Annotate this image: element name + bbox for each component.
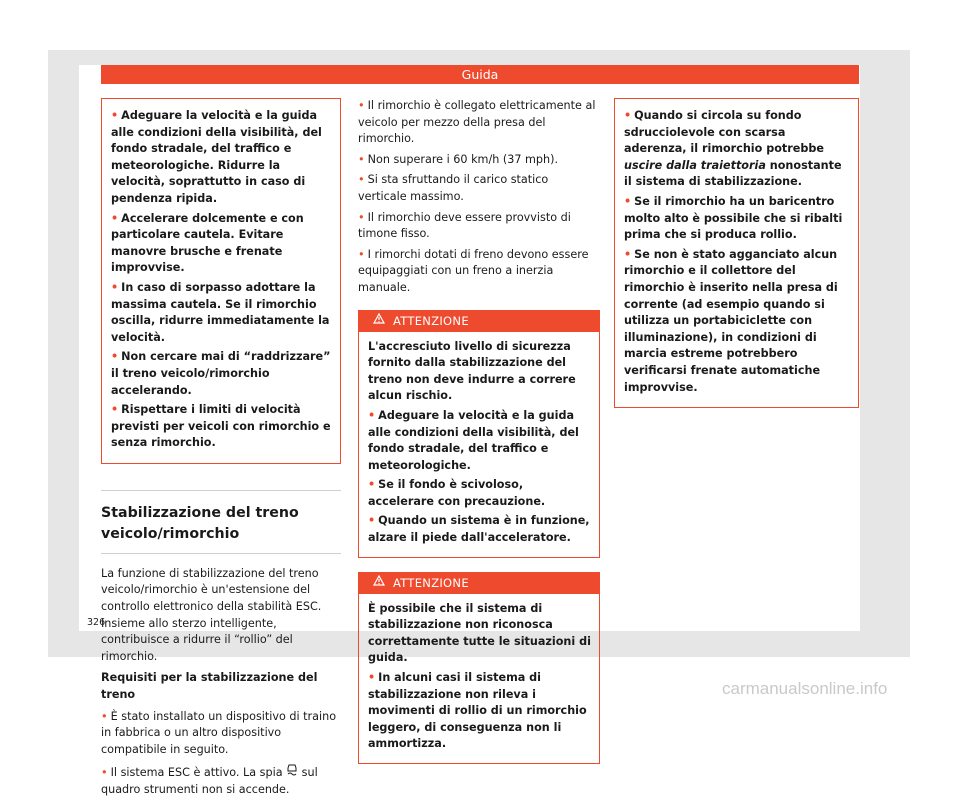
warning-triangle-icon xyxy=(373,313,385,330)
requisiti-heading: Requisiti per la stabilizzazione del treno xyxy=(101,671,318,702)
bullet-icon: • xyxy=(368,478,376,492)
warning-intro: È possibile che il sistema di stabilizzazione non riconosca correttamente tutte le situazioni di guida. xyxy=(368,601,591,665)
warning-triangle-icon xyxy=(373,575,385,592)
warning-title: ATTENZIONE xyxy=(393,313,469,328)
bullet-icon: • xyxy=(358,99,365,112)
list-item: • Se il fondo è scivoloso, accelerare con precauzione. xyxy=(368,478,546,508)
warning-box xyxy=(358,310,600,558)
warning-body xyxy=(359,332,599,557)
bullet-icon: • xyxy=(111,280,119,294)
bullet-icon: • xyxy=(358,247,365,261)
warning-header xyxy=(359,311,599,332)
bullet-icon: • xyxy=(101,709,108,723)
chapter-title: Guida xyxy=(461,67,499,82)
column-right xyxy=(614,98,859,408)
chapter-header xyxy=(101,65,859,84)
list-item: • Si sta sfruttando il carico statico verticale massimo. xyxy=(358,173,549,203)
list-item: • Quando si circola su fondo sdrucciolevole con scarsa aderenza, il rimorchio potrebbe uscire dalla traiettoria nonostante il sistema di stabilizzazione. xyxy=(624,109,842,189)
bullet-icon: • xyxy=(624,247,632,261)
column-left xyxy=(101,98,341,804)
warning-header xyxy=(359,573,599,594)
list-item: • Non cercare mai di “raddrizzare” il treno veicolo/rimorchio accelerando. xyxy=(111,350,331,397)
warning-body xyxy=(359,594,599,763)
page-number: 326 xyxy=(87,617,106,628)
list-item: • Quando un sistema è in funzione, alzare il piede dall'acceleratore. xyxy=(368,514,590,545)
warning-intro: L'accresciuto livello di sicurezza fornito dalla stabilizzazione del treno non deve indurre a correre alcun rischio. xyxy=(368,339,576,403)
list-item: • Rispettare i limiti di velocità previsti per veicoli con rimorchio e senza rimorchio. xyxy=(111,403,331,450)
list-item: • Adeguare la velocità e la guida alle condizioni della visibilità, del fondo stradale, del traffico e meteorologiche. xyxy=(368,408,579,472)
warning-title: ATTENZIONE xyxy=(393,575,469,590)
bullet-icon: • xyxy=(624,109,632,122)
list-item: • Adeguare la velocità e la guida alle condizioni della visibilità, del fondo stradale, del traffico e meteorologiche. Ridurre la velocità, soprattutto in caso di pendenza ripida. xyxy=(111,109,322,205)
list-item: • Se il rimorchio ha un baricentro molto alto è possibile che si ribalti prima che si produca rollio. xyxy=(624,194,843,242)
section-title: Stabilizzazione del treno veicolo/rimorchio xyxy=(101,490,341,554)
list-item: • Il rimorchio deve essere provvisto di timone fisso. xyxy=(358,210,571,241)
bullet-icon: • xyxy=(368,671,376,685)
safety-box xyxy=(614,98,859,408)
bullet-icon: • xyxy=(111,109,119,122)
bullet-icon: • xyxy=(358,152,365,166)
esc-off-car-icon xyxy=(286,763,298,782)
bullet-icon: • xyxy=(111,350,119,364)
list-item: • I rimorchi dotati di freno devono essere equipaggiati con un freno a inerzia manuale. xyxy=(358,247,589,294)
watermark: carmanualsonline.info xyxy=(722,679,888,698)
list-item: • Accelerare dolcemente e con particolare cautela. Evitare manovre brusche e frenate improvvise. xyxy=(111,211,304,275)
bullet-icon: • xyxy=(358,210,365,224)
bullet-icon: • xyxy=(624,194,632,208)
bullet-icon: • xyxy=(111,211,119,225)
bullet-icon: • xyxy=(111,403,119,417)
column-middle xyxy=(358,98,600,764)
list-item: • In caso di sorpasso adottare la massima cautela. Se il rimorchio oscilla, ridurre immediatamente la velocità. xyxy=(111,280,330,344)
list-item: • Il rimorchio è collegato elettricamente al veicolo per mezzo della presa del rimorchio. xyxy=(358,99,596,146)
bullet-icon: • xyxy=(368,514,376,528)
safety-box xyxy=(101,98,341,464)
list-item: • Il sistema ESC è attivo. La spia sul quadro strumenti non si accende. xyxy=(101,763,341,798)
bullet-icon: • xyxy=(358,173,365,187)
intro-paragraph: La funzione di stabilizzazione del treno veicolo/rimorchio è un'estensione del controllo elettronico della stabilità ESC. Insieme allo sterzo intelligente, contribuisce a ridurre il “rollio” del rimorchio. xyxy=(101,566,322,663)
list-item: • Se non è stato agganciato alcun rimorchio e il collettore del rimorchio è inserito nella presa di corrente (ad esempio quando si utilizza un portabiciclette con illuminazione), in condizioni di marcia estreme potrebbero verificarsi frenate automatiche improvvise. xyxy=(624,247,838,394)
bullet-icon: • xyxy=(368,408,376,422)
list-item: • In alcuni casi il sistema di stabilizzazione non rileva i movimenti di rollio di un rimorchio leggero, di conseguenza non li ammortizza. xyxy=(368,671,587,751)
warning-box xyxy=(358,572,600,764)
bullet-icon: • xyxy=(101,766,108,780)
list-item: • È stato installato un dispositivo di traino in fabbrica o un altro dispositivo compatibile in seguito. xyxy=(101,709,337,756)
list-item: • Non superare i 60 km/h (37 mph). xyxy=(358,152,559,166)
